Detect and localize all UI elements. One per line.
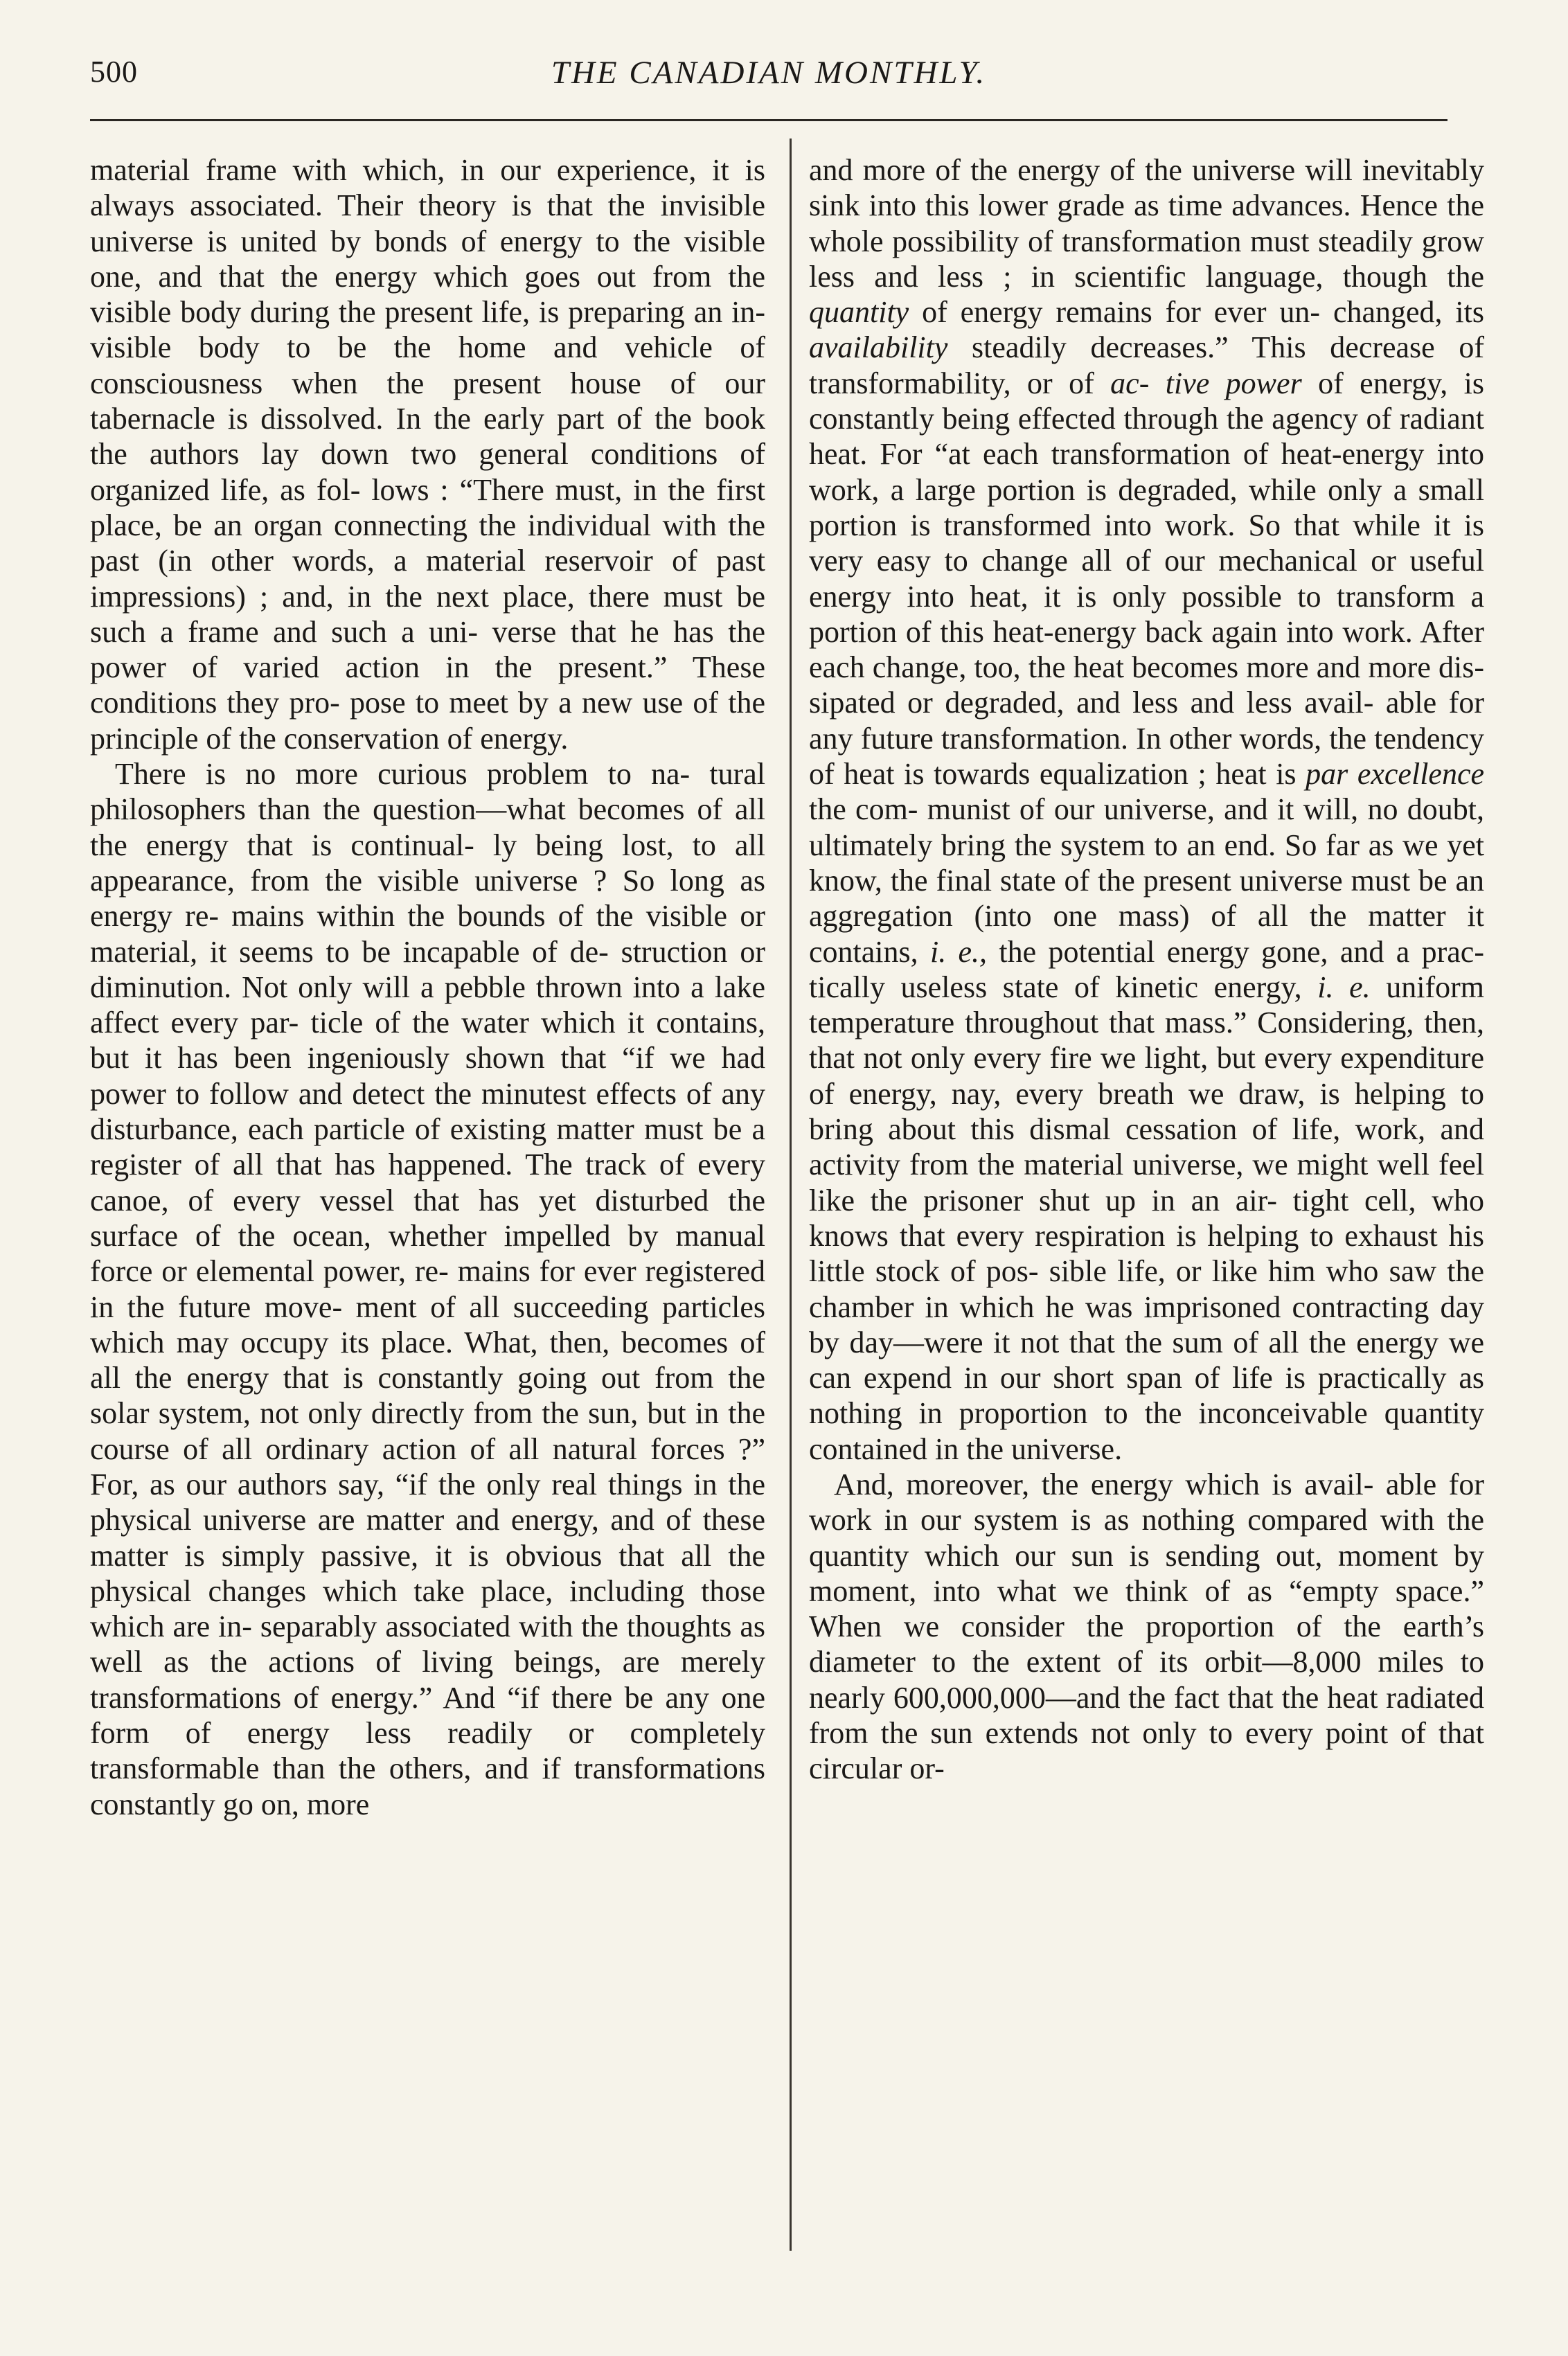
left-paragraph-1: material frame with which, in our experience, it is always associated. Their theory is that the invisible universe is united by bonds of energy to the visible one, and that the energy which goes out from the visible body during the present life, is preparing an in- visible body to be the home and vehicle of consciousness when the present house of our tabernacle is dissolved. In the early part of the book the authors lay down two general conditions of organized life, as fol- lows : “There must, in the first place, be an organ connecting the individual with the past (in other words, a material reservoir of past impressions) ; and, in the next place, there must be such a frame and such a uni- verse that he has the power of varied action in the present.” These conditions they pro- pose to meet by a new use of the principle of the conservation of energy. <box>90 153 765 756</box>
running-head: THE CANADIAN MONTHLY. <box>551 55 987 91</box>
header-rule <box>90 119 1447 121</box>
column-divider <box>790 139 792 2251</box>
italic-par-excellence: par excellence <box>1306 757 1485 792</box>
left-column <box>90 152 765 1822</box>
left-paragraph-2: There is no more curious problem to na- tural philosophers than the question—what becomes of all the energy that is continual- ly being lost, to all appearance, from the visible universe ? So long as energy re- mains within the bounds of the visible or material, it seems to be incapable of de- struction or diminution. Not only will a pebble thrown into a lake affect every par- ticle of the water which it contains, but it has been ingeniously shown that “if we had power to follow and detect the minutest effects of any disturbance, each particle of existing matter must be a register of all that has happened. The track of every canoe, of every vessel that has yet disturbed the surface of the ocean, whether impelled by manual force or elemental power, re- mains for ever registered in the future move- ment of all succeeding particles which may occupy its place. What, then, becomes of all the energy that is constantly going out from the solar system, not only directly from the sun, but in the course of all ordinary action of all natural forces ?” For, as our authors say, “if the only real things in the physical universe are matter and energy, and of these matter is simply passive, it is obvious that all the physical changes which take place, including those which are in- separably associated with the thoughts as well as the actions of living beings, are merely transformations of energy.” And “if there be any one form of energy less readily or completely transformable than the others, and if transformations constantly go on, more <box>90 757 765 1821</box>
italic-ie: i. e. <box>1317 970 1371 1004</box>
right-column <box>809 152 1484 1787</box>
text-run: steadily decreases.” This decrease of transformability, or of <box>809 330 1484 400</box>
page-number: 500 <box>90 55 138 89</box>
right-paragraph-1 <box>809 152 1484 1467</box>
page-header <box>90 54 1447 116</box>
italic-ie: i. e., <box>929 934 988 969</box>
text-run: uniform temperature throughout that mass.” Considering, then, that not only every fire we light, but every expenditure of energy, nay, every breath we draw, is helping to bring about this dismal cessation of life, work, and activity from the material universe, we might well feel like the prisoner shut up in an air- tight cell, who knows that every respiration is helping to exhaust his little stock of pos- sible life, or like him who saw the chamber in which he was imprisoned contracting day by day—were it not that the sum of all the energy we can expend in our short span of life is practically as nothing in proportion to the inconceivable quantity contained in the universe. <box>809 970 1484 1466</box>
italic-quantity: quantity <box>809 295 909 330</box>
italic-availability: availability <box>809 330 948 365</box>
right-paragraph-2: And, moreover, the energy which is avail- able for work in our system is as nothing compared with the quantity which our sun is sending out, moment by moment, into what we think of as “empty space.” When we consider the proportion of the earth’s diameter to the extent of its orbit—8,000 miles to nearly 600,000,000—and the fact that the heat radiated from the sun extends not only to every point of that circular or- <box>809 1467 1484 1786</box>
text-run: and more of the energy of the universe will inevitably sink into this lower grade as time advances. Hence the whole possibility of transformation must steadily grow less and less ; in scientific language, though the <box>809 153 1484 294</box>
text-run: of energy remains for ever un- changed, its <box>909 295 1484 330</box>
text-run: the com- munist of our universe, and it will, no doubt, ultimately bring the system to an end. So far as we yet know, the final state of the present universe must be an aggregation (into one mass) of all the matter it contains, <box>809 792 1484 969</box>
italic-active-power: ac- tive power <box>1110 366 1302 400</box>
text-run: of energy, is constantly being effected through the agency of radiant heat. For “at each transformation of heat-energy into work, a large portion is degraded, while only a small portion is transformed into work. So that while it is very easy to change all of our mechanical or useful energy into heat, it is only possible to transform a portion of this heat-energy back again into work. After each change, too, the heat becomes more and more dis- sipated or degraded, and less and less avail- able for any future transformation. In other words, the tendency of heat is towards equalization ; heat is <box>809 366 1484 792</box>
text-run: the potential energy gone, and a prac- tically useless state of kinetic energy, <box>809 934 1484 1004</box>
